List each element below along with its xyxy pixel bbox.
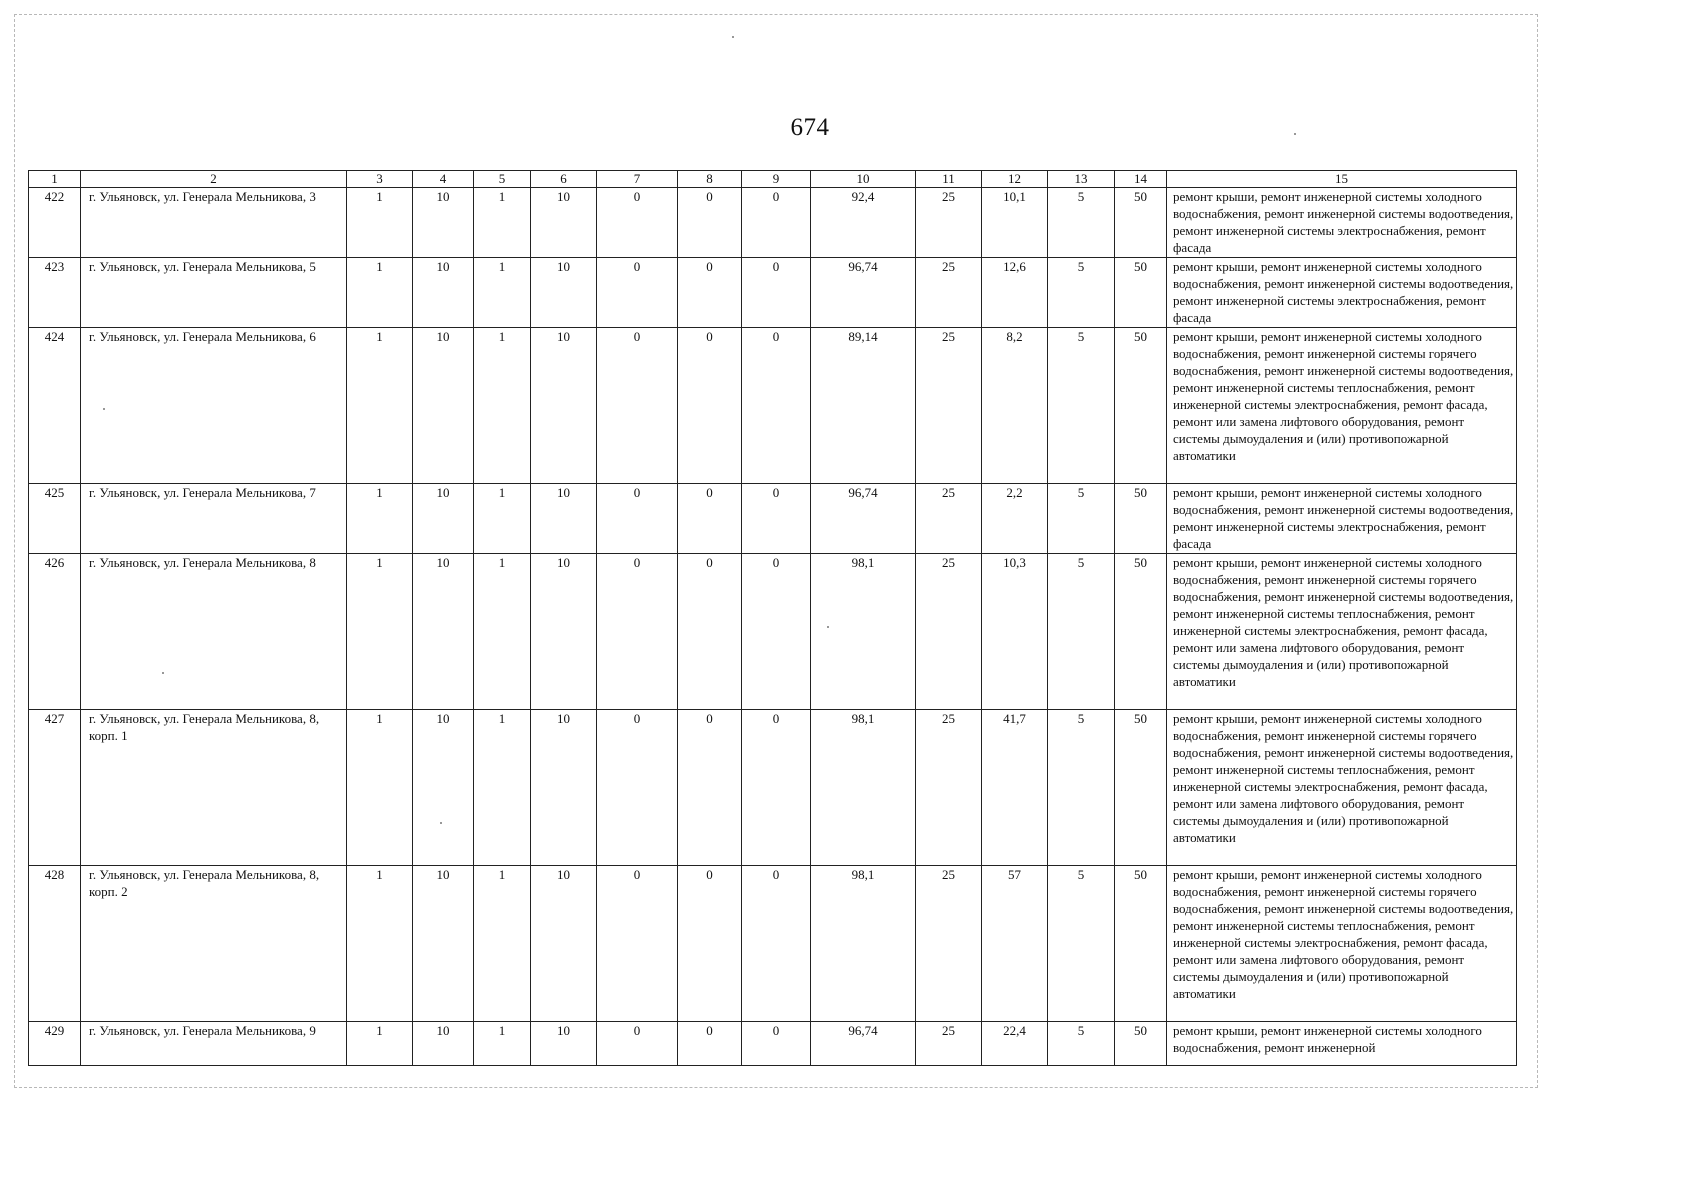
- value-cell: 0: [742, 188, 811, 258]
- value-cell: 50: [1115, 1022, 1167, 1066]
- table-row: [29, 188, 1517, 258]
- column-header: 1: [29, 171, 81, 188]
- row-index-cell: 424: [29, 328, 81, 484]
- column-header: 7: [597, 171, 678, 188]
- works-cell: ремонт крыши, ремонт инженерной системы холодного водоснабжения, ремонт инженерной системы водоотведения, ремонт инженерной системы электроснабжения, ремонт фасада: [1167, 484, 1517, 554]
- column-header: 5: [474, 171, 531, 188]
- table-row: [29, 1022, 1517, 1066]
- address-cell: г. Ульяновск, ул. Генерала Мельникова, 8, корп. 2: [81, 866, 347, 1022]
- value-cell: 25: [916, 188, 982, 258]
- value-cell: 50: [1115, 328, 1167, 484]
- value-cell: 10: [531, 866, 597, 1022]
- value-cell: 92,4: [811, 188, 916, 258]
- works-cell: ремонт крыши, ремонт инженерной системы холодного водоснабжения, ремонт инженерной системы горячего водоснабжения, ремонт инженерной системы водоотведения, ремонт инженерной системы теплоснабжения, ремонт инженерной системы электроснабжения, ремонт фасада, ремонт или замена лифтового оборудования, ремонт системы дымоудаления и (или) противопожарной автоматики: [1167, 866, 1517, 1022]
- value-cell: 10: [413, 484, 474, 554]
- value-cell: 57: [982, 866, 1048, 1022]
- value-cell: 1: [474, 866, 531, 1022]
- value-cell: 5: [1048, 188, 1115, 258]
- value-cell: 1: [474, 258, 531, 328]
- value-cell: 1: [474, 1022, 531, 1066]
- value-cell: 0: [678, 554, 742, 710]
- works-cell: ремонт крыши, ремонт инженерной системы холодного водоснабжения, ремонт инженерной системы горячего водоснабжения, ремонт инженерной системы водоотведения, ремонт инженерной системы теплоснабжения, ремонт инженерной системы электроснабжения, ремонт фасада, ремонт или замена лифтового оборудования, ремонт системы дымоудаления и (или) противопожарной автоматики: [1167, 554, 1517, 710]
- value-cell: 0: [742, 328, 811, 484]
- address-cell: г. Ульяновск, ул. Генерала Мельникова, 6: [81, 328, 347, 484]
- value-cell: 2,2: [982, 484, 1048, 554]
- works-cell: ремонт крыши, ремонт инженерной системы холодного водоснабжения, ремонт инженерной: [1167, 1022, 1517, 1066]
- value-cell: 98,1: [811, 710, 916, 866]
- address-cell: г. Ульяновск, ул. Генерала Мельникова, 7: [81, 484, 347, 554]
- value-cell: 5: [1048, 484, 1115, 554]
- value-cell: 0: [742, 1022, 811, 1066]
- value-cell: 0: [678, 258, 742, 328]
- value-cell: 10: [531, 1022, 597, 1066]
- repair-plan-table: [28, 170, 1517, 1066]
- value-cell: 1: [474, 328, 531, 484]
- header-row: [29, 171, 1517, 188]
- value-cell: 0: [742, 710, 811, 866]
- table-header: [29, 171, 1517, 188]
- value-cell: 41,7: [982, 710, 1048, 866]
- row-index-cell: 428: [29, 866, 81, 1022]
- value-cell: 98,1: [811, 866, 916, 1022]
- value-cell: 1: [347, 1022, 413, 1066]
- table-row: [29, 866, 1517, 1022]
- value-cell: 25: [916, 1022, 982, 1066]
- value-cell: 0: [597, 1022, 678, 1066]
- address-cell: г. Ульяновск, ул. Генерала Мельникова, 3: [81, 188, 347, 258]
- value-cell: 10: [413, 710, 474, 866]
- value-cell: 0: [742, 258, 811, 328]
- value-cell: 10,3: [982, 554, 1048, 710]
- column-header: 10: [811, 171, 916, 188]
- value-cell: 1: [347, 188, 413, 258]
- column-header: 3: [347, 171, 413, 188]
- value-cell: 25: [916, 554, 982, 710]
- value-cell: 5: [1048, 710, 1115, 866]
- value-cell: 1: [347, 328, 413, 484]
- address-cell: г. Ульяновск, ул. Генерала Мельникова, 8, корп. 1: [81, 710, 347, 866]
- value-cell: 10: [413, 554, 474, 710]
- value-cell: 0: [742, 554, 811, 710]
- table-body: [29, 188, 1517, 1066]
- row-index-cell: 427: [29, 710, 81, 866]
- value-cell: 8,2: [982, 328, 1048, 484]
- value-cell: 10: [413, 328, 474, 484]
- value-cell: 1: [347, 258, 413, 328]
- value-cell: 50: [1115, 554, 1167, 710]
- value-cell: 10,1: [982, 188, 1048, 258]
- value-cell: 96,74: [811, 1022, 916, 1066]
- value-cell: 0: [678, 710, 742, 866]
- column-header: 6: [531, 171, 597, 188]
- value-cell: 1: [474, 484, 531, 554]
- scan-speck: [732, 36, 734, 38]
- row-index-cell: 425: [29, 484, 81, 554]
- value-cell: 10: [531, 554, 597, 710]
- value-cell: 0: [678, 1022, 742, 1066]
- value-cell: 96,74: [811, 484, 916, 554]
- value-cell: 0: [597, 554, 678, 710]
- value-cell: 25: [916, 710, 982, 866]
- value-cell: 10: [413, 1022, 474, 1066]
- table-row: [29, 328, 1517, 484]
- value-cell: 1: [347, 866, 413, 1022]
- value-cell: 10: [531, 328, 597, 484]
- value-cell: 10: [531, 258, 597, 328]
- value-cell: 10: [531, 710, 597, 866]
- column-header: 2: [81, 171, 347, 188]
- value-cell: 1: [347, 484, 413, 554]
- value-cell: 10: [413, 258, 474, 328]
- value-cell: 1: [474, 188, 531, 258]
- value-cell: 22,4: [982, 1022, 1048, 1066]
- value-cell: 0: [597, 866, 678, 1022]
- scan-speck: [103, 408, 105, 410]
- value-cell: 50: [1115, 710, 1167, 866]
- scan-speck: [162, 672, 164, 674]
- value-cell: 5: [1048, 328, 1115, 484]
- value-cell: 1: [347, 710, 413, 866]
- row-index-cell: 422: [29, 188, 81, 258]
- value-cell: 25: [916, 328, 982, 484]
- table-row: [29, 710, 1517, 866]
- value-cell: 96,74: [811, 258, 916, 328]
- column-header: 15: [1167, 171, 1517, 188]
- value-cell: 10: [531, 484, 597, 554]
- value-cell: 50: [1115, 484, 1167, 554]
- value-cell: 5: [1048, 866, 1115, 1022]
- value-cell: 5: [1048, 258, 1115, 328]
- row-index-cell: 423: [29, 258, 81, 328]
- column-header: 8: [678, 171, 742, 188]
- value-cell: 0: [597, 710, 678, 866]
- value-cell: 0: [678, 328, 742, 484]
- address-cell: г. Ульяновск, ул. Генерала Мельникова, 5: [81, 258, 347, 328]
- works-cell: ремонт крыши, ремонт инженерной системы холодного водоснабжения, ремонт инженерной системы водоотведения, ремонт инженерной системы электроснабжения, ремонт фасада: [1167, 258, 1517, 328]
- scan-speck: [1294, 133, 1296, 135]
- column-header: 4: [413, 171, 474, 188]
- value-cell: 0: [678, 484, 742, 554]
- value-cell: 12,6: [982, 258, 1048, 328]
- value-cell: 25: [916, 866, 982, 1022]
- value-cell: 10: [413, 188, 474, 258]
- value-cell: 25: [916, 484, 982, 554]
- value-cell: 10: [531, 188, 597, 258]
- works-cell: ремонт крыши, ремонт инженерной системы холодного водоснабжения, ремонт инженерной системы горячего водоснабжения, ремонт инженерной системы водоотведения, ремонт инженерной системы теплоснабжения, ремонт инженерной системы электроснабжения, ремонт фасада, ремонт или замена лифтового оборудования, ремонт системы дымоудаления и (или) противопожарной автоматики: [1167, 328, 1517, 484]
- row-index-cell: 429: [29, 1022, 81, 1066]
- value-cell: 1: [474, 554, 531, 710]
- table-row: [29, 484, 1517, 554]
- column-header: 12: [982, 171, 1048, 188]
- scan-speck: [827, 626, 829, 628]
- value-cell: 98,1: [811, 554, 916, 710]
- value-cell: 0: [597, 188, 678, 258]
- value-cell: 5: [1048, 1022, 1115, 1066]
- value-cell: 50: [1115, 188, 1167, 258]
- value-cell: 5: [1048, 554, 1115, 710]
- table-row: [29, 554, 1517, 710]
- value-cell: 1: [474, 710, 531, 866]
- value-cell: 10: [413, 866, 474, 1022]
- value-cell: 0: [678, 188, 742, 258]
- column-header: 9: [742, 171, 811, 188]
- value-cell: 50: [1115, 258, 1167, 328]
- page-number: 674: [790, 114, 830, 141]
- value-cell: 89,14: [811, 328, 916, 484]
- value-cell: 0: [742, 484, 811, 554]
- value-cell: 0: [742, 866, 811, 1022]
- works-cell: ремонт крыши, ремонт инженерной системы холодного водоснабжения, ремонт инженерной системы горячего водоснабжения, ремонт инженерной системы водоотведения, ремонт инженерной системы теплоснабжения, ремонт инженерной системы электроснабжения, ремонт фасада, ремонт или замена лифтового оборудования, ремонт системы дымоудаления и (или) противопожарной автоматики: [1167, 710, 1517, 866]
- column-header: 14: [1115, 171, 1167, 188]
- row-index-cell: 426: [29, 554, 81, 710]
- address-cell: г. Ульяновск, ул. Генерала Мельникова, 9: [81, 1022, 347, 1066]
- scan-speck: [440, 822, 442, 824]
- value-cell: 0: [597, 258, 678, 328]
- column-header: 13: [1048, 171, 1115, 188]
- works-cell: ремонт крыши, ремонт инженерной системы холодного водоснабжения, ремонт инженерной системы водоотведения, ремонт инженерной системы электроснабжения, ремонт фасада: [1167, 188, 1517, 258]
- address-cell: г. Ульяновск, ул. Генерала Мельникова, 8: [81, 554, 347, 710]
- value-cell: 0: [597, 328, 678, 484]
- column-header: 11: [916, 171, 982, 188]
- table-row: [29, 258, 1517, 328]
- value-cell: 25: [916, 258, 982, 328]
- value-cell: 0: [678, 866, 742, 1022]
- value-cell: 1: [347, 554, 413, 710]
- value-cell: 50: [1115, 866, 1167, 1022]
- value-cell: 0: [597, 484, 678, 554]
